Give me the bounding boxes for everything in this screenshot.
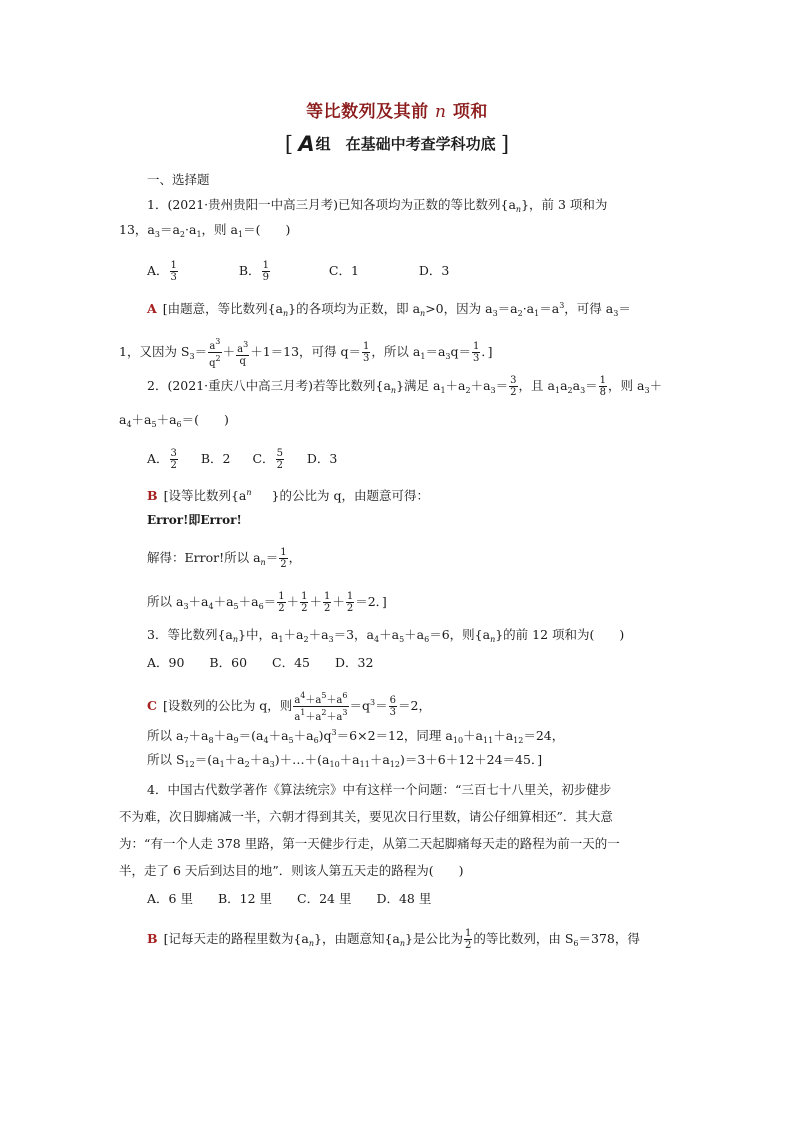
q4-line2: 不为难，次日脚痛减一半，六朝才得到其关，要见次日行里数，请公仔细算相还”．其大意 [119, 809, 613, 824]
page-title [0, 97, 794, 122]
group-open-bracket: [ [284, 132, 294, 156]
q2-stem-line1: 2．(2021·重庆八中高三月考)若等比数列$\{a_n\}$满足 $a_1+a_2+a_3=$ $\frac{3}{2}$ ，且 $a_1a_2a_3=$ $\frac{1}{8}$ ，则 $a_3+$ [147, 375, 663, 398]
q3-options: A．90 B．60 C．45 D．32 [147, 655, 374, 670]
title-main: 等比数列及其前 [306, 102, 429, 122]
q4-line1: 4．中国古代数学著作《算法统宗》中有这样一个问题：“三百七十八里关，初步健步 [147, 782, 612, 797]
q4-options: A．6 里 B．12 里 C．24 里 D．48 里 [147, 891, 432, 906]
q3-stem: 3．等比数列$\{a_n\}$中，$a_1+a_2+a_3=3$，$a_4+a_5+a_6=6$，则$\{a_n\}$的前 12 项和为( ) [147, 627, 625, 644]
q3-solution-line2: 所以 $a_7+a_8+a_9=(a_4+a_5+a_6)q^3=6\times 2=12$，同理 $a_{10}+a_{11}+a_{12}=24$， [147, 728, 565, 745]
q3-solution-line3: 所以 $S_{12}=(a_1+a_2+a_3)+\dots+(a_{10}+a_{11}+a_{12})=3+6+12+24=45$．] [147, 752, 543, 769]
title-tail: 项和 [452, 102, 488, 122]
q1-answer: A [147, 301, 157, 316]
q1-stem-line2: 13，$a_3=a_2\cdot a_1$，则 $a_1=$( ) [119, 222, 291, 239]
q3-answer: C [147, 698, 157, 713]
q4-solution-line1: B [记每天走的路程里数为$\{a_n\}$，由题意知$\{a_n\}$是公比为 $\frac{1}{2}$ 的等比数列，由 $S_6=378$，得 [147, 928, 640, 951]
title-n: n [435, 102, 447, 122]
group-label: A [298, 132, 315, 156]
q1-frac-b: $\frac{1}{9}$ [262, 260, 269, 283]
q2-solution-line4: 所以 $a_3+a_4+a_5+a_6=$ $\frac{1}{2}$ ＋ $\frac{1}{2}$ ＋ $\frac{1}{2}$ ＋ $\frac{1}{2}$ ＝2．] [147, 591, 387, 614]
q2-stem-line2: $a_4+a_5+a_6=$( ) [119, 412, 229, 429]
q4-line4: 半，走了 6 天后到达目的地”．则该人第五天走的路程为( ) [119, 863, 464, 878]
q2-solution-line1: B [设等比数列{$a^n$ }的公比为 q，由题意可得： [147, 488, 429, 503]
q1-frac-a: $\frac{1}{3}$ [170, 260, 177, 283]
q2-error-line: Error!即Error! [147, 513, 242, 527]
q3-solution-line1: C [设数列的公比为 q，则 $\frac{a^4+a^5+a^6}{a^1+a^2+a^3}$ $=q^3=$ $\frac{6}{3}$ ＝2， [147, 691, 431, 723]
q1-stem-line1: 1．(2021·贵州贵阳一中高三月考)已知各项均为正数的等比数列$\{a_n\}$，前 3 项和为 [147, 197, 608, 214]
q4-answer: B [147, 931, 158, 946]
q1-solution-line1: A [由题意，等比数列$\{a_n\}$的各项均为正数，即 $a_n>0$，因为 $a_3=a_2\cdot a_1=a^3$，可得 $a_3=$ [147, 301, 631, 318]
q1-solution-line2: 1，又因为 $S_3=$ $\frac{a^3}{q^2}$ ＋ $\frac{a^3}{q}$ ＋1＝13，可得 q＝ $\frac{1}{3}$ ，所以 $a_1=a_3q=$ $\frac{1}{3}$ ．] [119, 337, 493, 369]
group-close-bracket: ] [500, 132, 510, 156]
q4-line3: 为：“有一个人走 378 里路，第一天健步行走，从第二天起脚痛每天走的路程为前一天的一 [119, 836, 620, 851]
group-text: 组 在基础中考查学科功底 [315, 135, 496, 153]
group-header [0, 132, 794, 156]
q2-options: A． $\frac{3}{2}$ B．2 C． $\frac{5}{2}$ D．3 [147, 448, 338, 471]
q1-options: A． $\frac{1}{3}$ B． $\frac{1}{9}$ C．1 D．3 [147, 260, 450, 283]
q2-solution-line3: 解得：Error!所以 $a_n=$ $\frac{1}{2}$ ， [147, 547, 302, 570]
section-heading: 一、选择题 [147, 172, 210, 187]
q2-answer: B [147, 488, 158, 503]
